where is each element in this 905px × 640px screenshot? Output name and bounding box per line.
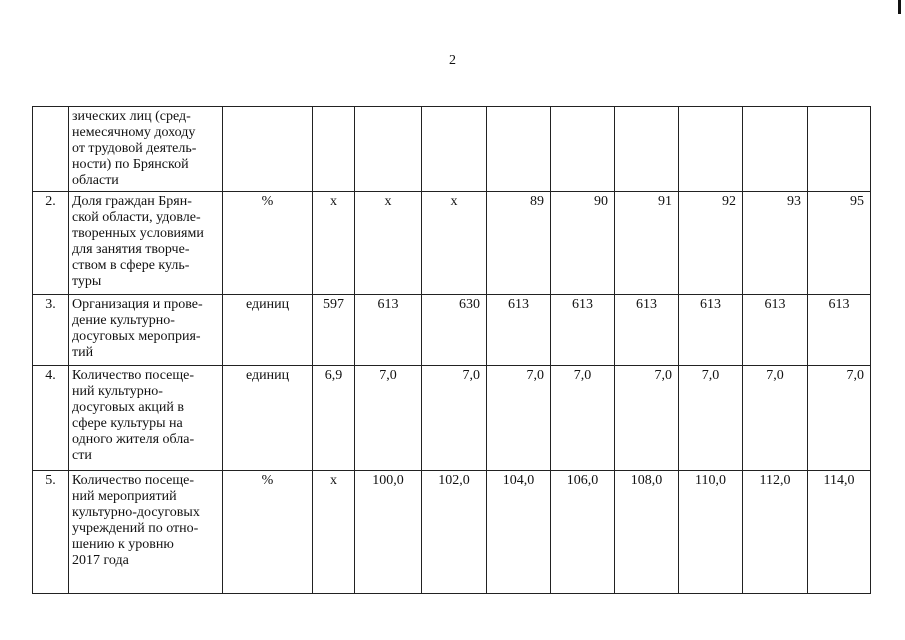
value-cell: 7,0 [808,366,871,471]
value-cell: 7,0 [615,366,679,471]
unit-cell: единиц [223,366,313,471]
value-cell: 90 [551,192,615,295]
name-line: ской области, удовле- [72,210,201,225]
value-cell: 613 [355,295,422,366]
value-cell [313,107,355,192]
value-cell: 93 [743,192,808,295]
value-cell: 7,0 [422,366,487,471]
value-cell: 102,0 [422,471,487,594]
indicator-name [69,192,223,295]
name-line: зических лиц (сред- [72,109,191,124]
value-cell: 6,9 [313,366,355,471]
value-cell: 108,0 [615,471,679,594]
name-line: творенных условиями [72,226,204,241]
table-row [33,192,871,295]
table-row [33,366,871,471]
name-line: области [72,173,119,188]
value-cell: 112,0 [743,471,808,594]
name-line: ний мероприятий [72,489,177,504]
indicator-name [69,471,223,594]
unit-cell: % [223,471,313,594]
name-line: сфере культуры на [72,416,183,431]
value-cell: 7,0 [679,366,743,471]
name-line: ний культурно- [72,384,163,399]
name-line: одного жителя обла- [72,432,195,447]
value-cell: 7,0 [355,366,422,471]
value-cell: х [313,471,355,594]
name-line: тий [72,345,94,360]
value-cell [615,107,679,192]
row-number: 3. [33,295,69,366]
value-cell: 613 [808,295,871,366]
indicators-table [32,106,871,594]
edge-mark [898,0,901,14]
unit-cell [223,107,313,192]
row-number [33,107,69,192]
unit-cell: единиц [223,295,313,366]
value-cell: 100,0 [355,471,422,594]
table-row [33,107,871,192]
indicator-name [69,107,223,192]
indicator-name [69,366,223,471]
name-line: учреждений по отно- [72,521,199,536]
value-cell: 613 [743,295,808,366]
name-line: немесячному доходу [72,125,196,140]
row-number: 4. [33,366,69,471]
value-cell [679,107,743,192]
value-cell: 106,0 [551,471,615,594]
value-cell: 613 [487,295,551,366]
page-number: 2 [449,53,456,68]
name-line: туры [72,274,102,289]
value-cell: х [313,192,355,295]
value-cell [808,107,871,192]
value-cell: 92 [679,192,743,295]
value-cell: 7,0 [551,366,615,471]
name-line: Доля граждан Брян- [72,194,192,209]
value-cell: 597 [313,295,355,366]
value-cell: х [355,192,422,295]
value-cell: 613 [615,295,679,366]
value-cell: 613 [551,295,615,366]
value-cell [743,107,808,192]
row-number: 5. [33,471,69,594]
value-cell: 95 [808,192,871,295]
name-line: ности) по Брянской [72,157,189,172]
value-cell: 110,0 [679,471,743,594]
name-line: Количество посеще- [72,473,194,488]
name-line: шению к уровню [72,537,174,552]
name-line: дение культурно- [72,313,175,328]
value-cell: 613 [679,295,743,366]
value-cell: 630 [422,295,487,366]
value-cell: 114,0 [808,471,871,594]
table-row [33,471,871,594]
value-cell [422,107,487,192]
name-line: досуговых мероприя- [72,329,201,344]
value-cell: 7,0 [743,366,808,471]
value-cell: 89 [487,192,551,295]
name-line: сти [72,448,92,463]
value-cell [551,107,615,192]
name-line: Организация и прове- [72,297,203,312]
name-line: 2017 года [72,553,129,568]
name-line: от трудовой деятель- [72,141,197,156]
value-cell [487,107,551,192]
indicator-name [69,295,223,366]
unit-cell: % [223,192,313,295]
row-number: 2. [33,192,69,295]
value-cell: 91 [615,192,679,295]
name-line: досуговых акций в [72,400,185,415]
value-cell [355,107,422,192]
value-cell: 104,0 [487,471,551,594]
name-line: ством в сфере куль- [72,258,190,273]
name-line: Количество посеще- [72,368,194,383]
value-cell: х [422,192,487,295]
value-cell: 7,0 [487,366,551,471]
name-line: культурно-досуговых [72,505,200,520]
table-row [33,295,871,366]
name-line: для занятия творче- [72,242,190,257]
